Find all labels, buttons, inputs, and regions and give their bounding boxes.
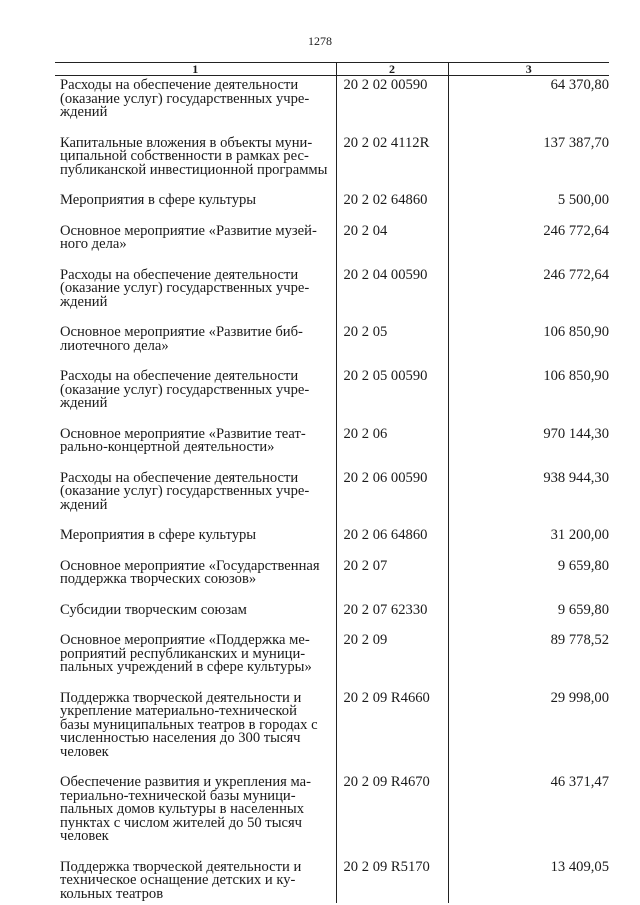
row-name: Расходы на обеспечение деятельности (оказание услуг) государственных учреждений [60,368,310,411]
row-amount: 29 998,00 [448,689,609,774]
row-amount: 31 200,00 [448,526,609,557]
row-amount: 137 387,70 [448,134,609,192]
row-code: 20 2 04 00590 [336,266,448,324]
row-code: 20 2 04 [336,222,448,266]
row-name: Поддержка творческой деятельности и укрепление материально-технической базы муниципальных театров в городах с численностью населения до 300 тысяч человек [60,689,318,760]
row-code: 20 2 06 [336,425,448,469]
row-amount: 938 944,30 [448,469,609,527]
row-code: 20 2 05 00590 [336,367,448,425]
row-code: 20 2 02 4112R [336,134,448,192]
column-header-2: 2 [336,63,448,76]
table-row [55,367,609,425]
row-amount: 13 409,05 [448,858,609,904]
row-code: 20 2 05 [336,323,448,367]
column-header-3: 3 [448,63,609,76]
row-amount: 106 850,90 [448,323,609,367]
row-amount: 9 659,80 [448,557,609,601]
row-name: Расходы на обеспечение деятельности (оказание услуг) государственных учреждений [60,266,310,310]
row-amount: 106 850,90 [448,367,609,425]
row-amount: 46 371,47 [448,773,609,858]
row-code: 20 2 09 R4660 [336,689,448,774]
row-code: 20 2 06 64860 [336,526,448,557]
row-name: Расходы на обеспечение деятельности (оказание услуг) государственных учреждений [60,469,310,513]
table-row [55,557,609,601]
column-header-1: 1 [55,63,336,76]
table-row [55,134,609,192]
row-name: Поддержка творческой деятельности и техническое оснащение детских и кукольных театров [60,858,302,902]
row-amount: 246 772,64 [448,222,609,266]
table-row [55,689,609,774]
row-name: Капитальные вложения в объекты муниципальной собственности в рамках республиканской инвестиционной программы [60,134,328,178]
table-row [55,526,609,557]
table-row [55,425,609,469]
row-name: Расходы на обеспечение деятельности (оказание услуг) государственных учреждений [60,77,310,120]
row-code: 20 2 02 00590 [336,76,448,134]
row-name: Основное мероприятие «Государственная поддержка творческих союзов» [60,557,320,587]
table-row [55,631,609,689]
row-amount: 970 144,30 [448,425,609,469]
table-row [55,323,609,367]
row-code: 20 2 09 R4670 [336,773,448,858]
table-row [55,469,609,527]
row-amount: 5 500,00 [448,191,609,222]
row-name: Основное мероприятие «Поддержка мероприятий республиканских и муниципальных учреждений в сфере культуры» [60,632,312,675]
row-code: 20 2 09 R5170 [336,858,448,904]
row-code: 20 2 06 00590 [336,469,448,527]
table-row [55,191,609,222]
row-code: 20 2 02 64860 [336,191,448,222]
row-amount: 246 772,64 [448,266,609,324]
table-row [55,858,609,904]
table-row [55,266,609,324]
table-row [55,76,609,134]
row-code: 20 2 09 [336,631,448,689]
row-amount: 9 659,80 [448,601,609,632]
budget-table [55,62,609,903]
page-number: 1278 [308,34,332,48]
row-name: Основное мероприятие «Развитие музейного дела» [60,222,317,252]
row-name: Субсидии творческим союзам [60,601,247,618]
row-code: 20 2 07 62330 [336,601,448,632]
table-header-row [55,63,609,76]
row-name: Основное мероприятие «Развитие театрально-концертной деятельности» [60,425,306,455]
row-amount: 64 370,80 [448,76,609,134]
table-row [55,222,609,266]
table-row [55,773,609,858]
row-name: Обеспечение развития и укрепления материально-технической базы муниципальных домов культуры в населенных пунктах с числом жителей до 50 тысяч человек [60,774,312,844]
row-name: Основное мероприятие «Развитие библиотечного дела» [60,324,303,354]
row-name: Мероприятия в сфере культуры [60,527,257,543]
row-amount: 89 778,52 [448,631,609,689]
row-code: 20 2 07 [336,557,448,601]
table-row [55,601,609,632]
row-name: Мероприятия в сфере культуры [60,192,257,208]
